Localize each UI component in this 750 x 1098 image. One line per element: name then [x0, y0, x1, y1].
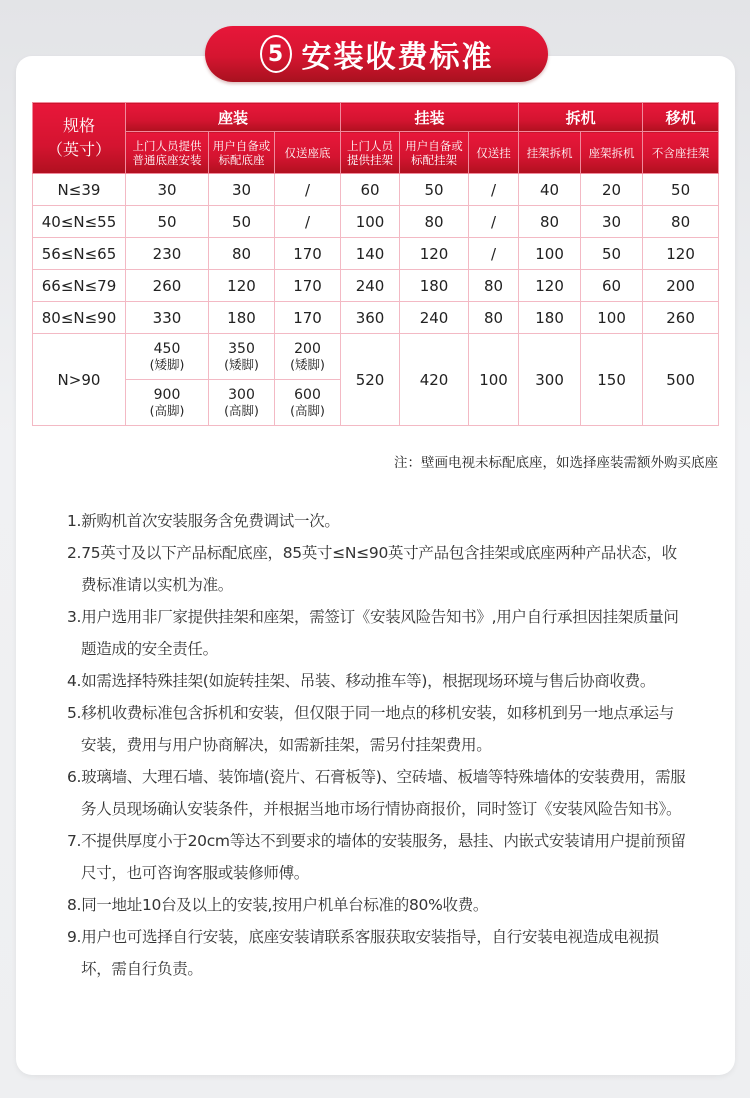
fee-cell: 900 (高脚) — [126, 380, 209, 426]
fee-cell: 140 — [341, 238, 400, 270]
fee-cell: 100 — [519, 238, 581, 270]
fee-cell: 80 — [400, 206, 469, 238]
terms-item: 7.不提供厚度小于20cm等达不到要求的墙体的安装服务，悬挂、内嵌式安装请用户提前预留尺寸，也可咨询客服或装修师傅。 — [67, 832, 686, 882]
fee-cell: 80 — [519, 206, 581, 238]
header-group-row — [33, 103, 719, 132]
table-footnote: 注：壁画电视未标配底座，如选择座装需额外购买底座 — [394, 455, 718, 471]
fee-cell: 330 — [126, 302, 209, 334]
group-header-move: 移机 — [643, 103, 719, 132]
fee-cell: 450 (矮脚) — [126, 334, 209, 380]
fee-cell: 150 — [581, 334, 643, 426]
fee-cell: 80 — [469, 302, 519, 334]
fee-cell: 600 (高脚) — [275, 380, 341, 426]
terms-list — [67, 505, 687, 985]
fee-cell: / — [469, 174, 519, 206]
sub-header: 用户自备或 标配挂架 — [400, 132, 469, 174]
fee-cell: / — [469, 238, 519, 270]
sub-header: 仅送挂 — [469, 132, 519, 174]
terms-item: 9.用户也可选择自行安装，底座安装请联系客服获取安装指导，自行安装电视造成电视损坏，需自行负责。 — [67, 928, 659, 978]
table-row — [33, 174, 719, 206]
terms-item: 4.如需选择特殊挂架(如旋转挂架、吊装、移动推车等)，根据现场环境与售后协商收费。 — [67, 672, 656, 690]
terms-item: 5.移机收费标准包含拆机和安装，但仅限于同一地点的移机安装，如移机到另一地点承运与安装，费用与用户协商解决，如需新挂架，需另付挂架费用。 — [67, 704, 674, 754]
fee-cell: 520 — [341, 334, 400, 426]
fee-cell: 350 (矮脚) — [209, 334, 275, 380]
sub-header: 挂架拆机 — [519, 132, 581, 174]
fee-cell: 80 — [469, 270, 519, 302]
fee-cell: 40 — [519, 174, 581, 206]
fee-cell: 80 — [209, 238, 275, 270]
spec-header-line2: （英寸） — [46, 140, 111, 159]
section-title — [205, 26, 548, 82]
spec-header-line1: 规格 — [62, 116, 95, 135]
sub-header: 用户自备或 标配底座 — [209, 132, 275, 174]
fee-cell: 260 — [643, 302, 719, 334]
fee-cell: 420 — [400, 334, 469, 426]
fee-cell: 300 — [519, 334, 581, 426]
fee-cell: 200 — [643, 270, 719, 302]
fee-cell: 240 — [400, 302, 469, 334]
fee-cell: 60 — [341, 174, 400, 206]
spec-header — [33, 103, 126, 174]
fee-cell: 170 — [275, 238, 341, 270]
fee-cell: 30 — [126, 174, 209, 206]
spec-cell: 56≤N≤65 — [33, 238, 126, 270]
fee-cell: 100 — [469, 334, 519, 426]
spec-cell: N>90 — [33, 334, 126, 426]
fee-cell: 180 — [400, 270, 469, 302]
table-row-n-gt-90 — [33, 334, 719, 380]
fee-cell: 200 (矮脚) — [275, 334, 341, 380]
fee-cell: 170 — [275, 270, 341, 302]
sub-header: 上门人员提供 普通底座安装 — [126, 132, 209, 174]
fee-cell: 500 — [643, 334, 719, 426]
spec-cell: 66≤N≤79 — [33, 270, 126, 302]
sub-header: 上门人员 提供挂架 — [341, 132, 400, 174]
fee-table-body — [33, 174, 719, 426]
sub-header: 不含座挂架 — [643, 132, 719, 174]
fee-cell: 50 — [126, 206, 209, 238]
fee-cell: 120 — [400, 238, 469, 270]
fee-cell: 120 — [519, 270, 581, 302]
fee-cell: 50 — [400, 174, 469, 206]
terms-item: 8.同一地址10台及以上的安装,按用户机单台标准的80%收费。 — [67, 896, 489, 914]
spec-cell: 40≤N≤55 — [33, 206, 126, 238]
fee-cell: 50 — [209, 206, 275, 238]
sub-header: 座架拆机 — [581, 132, 643, 174]
fee-cell: 180 — [519, 302, 581, 334]
fee-cell: / — [469, 206, 519, 238]
fee-cell: 260 — [126, 270, 209, 302]
fee-cell: 120 — [209, 270, 275, 302]
table-row — [33, 238, 719, 270]
fee-cell: 100 — [581, 302, 643, 334]
fee-cell: 100 — [341, 206, 400, 238]
terms-item: 1.新购机首次安装服务含免费调试一次。 — [67, 512, 340, 530]
fee-cell: 230 — [126, 238, 209, 270]
table-row — [33, 302, 719, 334]
terms-item: 6.玻璃墙、大理石墙、装饰墙(瓷片、石膏板等)、空砖墙、板墙等特殊墙体的安装费用，需服务人员现场确认安装条件，并根据当地市场行情协商报价，同时签订《安装风险告知书》。 — [67, 768, 686, 818]
fee-cell: 50 — [643, 174, 719, 206]
fee-cell: 80 — [643, 206, 719, 238]
fee-cell: 60 — [581, 270, 643, 302]
fee-cell: 300 (高脚) — [209, 380, 275, 426]
fee-cell: 360 — [341, 302, 400, 334]
fee-cell: 170 — [275, 302, 341, 334]
fee-cell: 180 — [209, 302, 275, 334]
section-title-text: 安装收费标准 — [301, 40, 494, 75]
fee-cell: 20 — [581, 174, 643, 206]
fee-cell: 30 — [209, 174, 275, 206]
terms-item: 2.75英寸及以下产品标配底座，85英寸≤N≤90英寸产品包含挂架或底座两种产品状态，收费标准请以实机为准。 — [67, 544, 677, 594]
fee-cell: 120 — [643, 238, 719, 270]
header-sub-row — [33, 132, 719, 174]
fee-cell: 240 — [341, 270, 400, 302]
fee-cell: 30 — [581, 206, 643, 238]
table-row — [33, 206, 719, 238]
spec-cell: 80≤N≤90 — [33, 302, 126, 334]
table-row — [33, 270, 719, 302]
group-header-wall: 挂装 — [341, 103, 519, 132]
sub-header: 仅送座底 — [275, 132, 341, 174]
fee-cell: 50 — [581, 238, 643, 270]
fee-cell: / — [275, 174, 341, 206]
fee-cell: / — [275, 206, 341, 238]
group-header-seat: 座装 — [126, 103, 341, 132]
terms-item: 3.用户选用非厂家提供挂架和座架，需签订《安装风险告知书》,用户自行承担因挂架质量问题造成的安全责任。 — [67, 608, 679, 658]
spec-cell: N≤39 — [33, 174, 126, 206]
fee-table — [32, 102, 719, 426]
circled-number-icon: 5 — [260, 35, 292, 73]
group-header-remove: 拆机 — [519, 103, 643, 132]
